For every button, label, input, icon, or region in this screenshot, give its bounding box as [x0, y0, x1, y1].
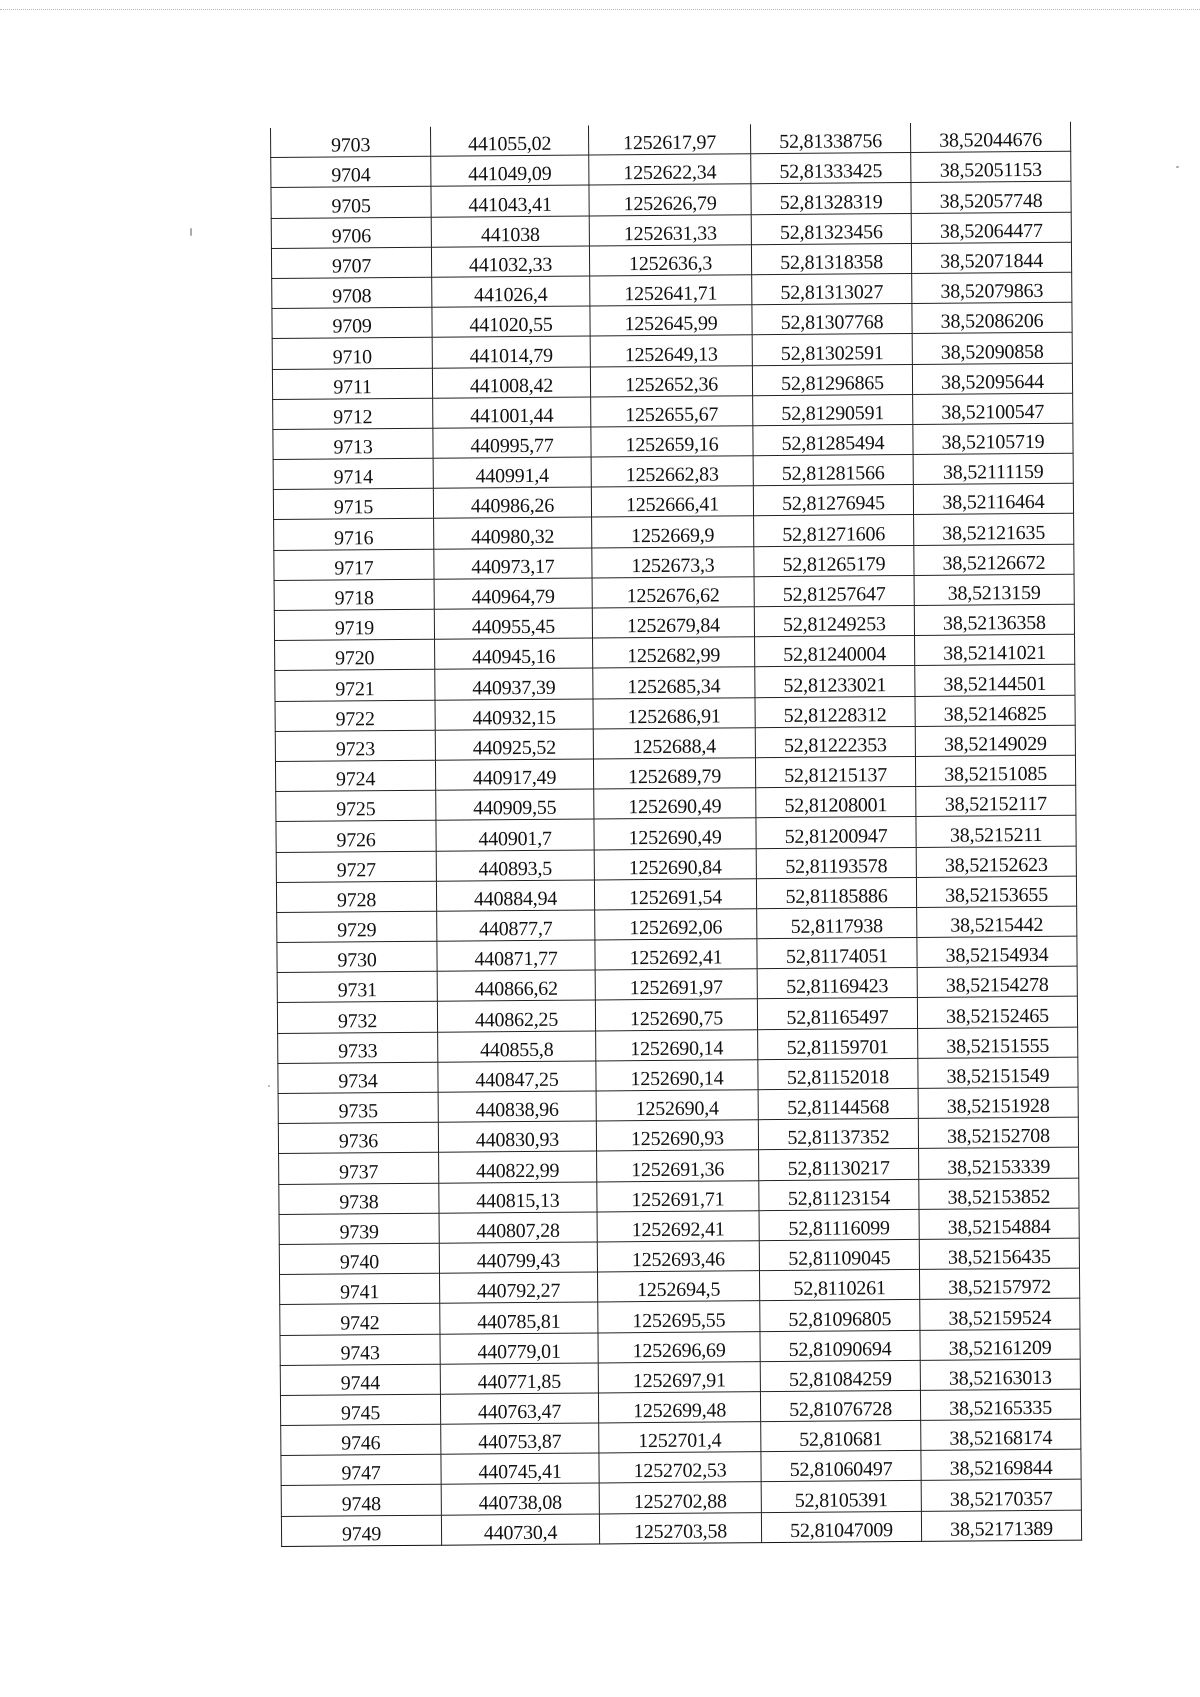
y-coordinate-cell: 1252690,14 — [596, 1029, 758, 1060]
y-coordinate-cell: 1252682,99 — [593, 637, 755, 668]
latitude-cell: 52,81290591 — [753, 394, 913, 425]
point-number-cell: 9736 — [278, 1122, 438, 1153]
latitude-cell: 52,81313027 — [752, 273, 912, 304]
longitude-cell: 38,52044676 — [910, 122, 1070, 153]
longitude-cell: 38,52159524 — [920, 1298, 1080, 1329]
latitude-cell: 52,81240004 — [755, 636, 915, 667]
x-coordinate-cell: 440925,52 — [435, 729, 593, 760]
x-coordinate-cell: 440822,99 — [439, 1151, 597, 1182]
latitude-cell: 52,81116099 — [759, 1209, 919, 1240]
x-coordinate-cell: 440909,55 — [436, 789, 594, 820]
point-number-cell: 9748 — [281, 1485, 441, 1516]
longitude-cell: 38,52152465 — [917, 997, 1077, 1028]
y-coordinate-cell: 1252692,41 — [595, 939, 757, 970]
point-number-cell: 9721 — [275, 670, 435, 701]
latitude-cell: 52,81333425 — [751, 153, 911, 184]
longitude-cell: 38,52154884 — [919, 1208, 1079, 1239]
longitude-cell: 38,52151928 — [918, 1087, 1078, 1118]
y-coordinate-cell: 1252641,71 — [590, 275, 752, 306]
longitude-cell: 38,5213159 — [914, 574, 1074, 605]
y-coordinate-cell: 1252659,16 — [591, 426, 753, 457]
latitude-cell: 52,81249253 — [754, 605, 914, 636]
y-coordinate-cell: 1252617,97 — [588, 124, 750, 155]
point-number-cell: 9745 — [280, 1394, 440, 1425]
x-coordinate-cell: 440799,43 — [439, 1242, 597, 1273]
coordinates-sheet — [270, 122, 1081, 1547]
point-number-cell: 9713 — [273, 428, 433, 459]
point-number-cell: 9722 — [275, 700, 435, 731]
y-coordinate-cell: 1252679,84 — [592, 607, 754, 638]
y-coordinate-cell: 1252622,34 — [589, 154, 751, 185]
longitude-cell: 38,52121635 — [914, 514, 1074, 545]
x-coordinate-cell: 440877,7 — [437, 910, 595, 941]
point-number-cell: 9743 — [280, 1334, 440, 1365]
longitude-cell: 38,52170357 — [921, 1480, 1081, 1511]
point-number-cell: 9709 — [272, 307, 432, 338]
x-coordinate-cell: 440932,15 — [435, 699, 593, 730]
point-number-cell: 9703 — [270, 127, 430, 158]
y-coordinate-cell: 1252690,49 — [594, 818, 756, 849]
x-coordinate-cell: 440738,08 — [441, 1483, 599, 1514]
x-coordinate-cell: 440730,4 — [441, 1514, 599, 1545]
point-number-cell: 9712 — [273, 398, 433, 429]
x-coordinate-cell: 440917,49 — [435, 759, 593, 790]
point-number-cell: 9732 — [277, 1002, 437, 1033]
longitude-cell: 38,52154934 — [917, 936, 1077, 967]
longitude-cell: 38,52051153 — [911, 151, 1071, 182]
x-coordinate-cell: 440847,25 — [438, 1061, 596, 1092]
longitude-cell: 38,52157972 — [919, 1268, 1079, 1299]
longitude-cell: 38,52151549 — [918, 1057, 1078, 1088]
table-row — [281, 1510, 1081, 1546]
latitude-cell: 52,81323456 — [751, 213, 911, 244]
point-number-cell: 9727 — [276, 851, 436, 882]
x-coordinate-cell: 441032,33 — [431, 246, 589, 277]
y-coordinate-cell: 1252697,91 — [598, 1361, 760, 1392]
latitude-cell: 52,81265179 — [754, 545, 914, 576]
y-coordinate-cell: 1252690,4 — [596, 1090, 758, 1121]
y-coordinate-cell: 1252691,71 — [597, 1180, 759, 1211]
latitude-cell: 52,81144568 — [758, 1088, 918, 1119]
latitude-cell: 52,8105391 — [761, 1481, 921, 1512]
latitude-cell: 52,81130217 — [759, 1149, 919, 1180]
x-coordinate-cell: 440838,96 — [438, 1091, 596, 1122]
y-coordinate-cell: 1252686,91 — [593, 697, 755, 728]
point-number-cell: 9734 — [278, 1062, 438, 1093]
point-number-cell: 9735 — [278, 1092, 438, 1123]
coordinates-table — [270, 122, 1082, 1547]
latitude-cell: 52,81208001 — [756, 787, 916, 818]
x-coordinate-cell: 440763,47 — [440, 1393, 598, 1424]
x-coordinate-cell: 440792,27 — [440, 1272, 598, 1303]
y-coordinate-cell: 1252626,79 — [589, 184, 751, 215]
point-number-cell: 9714 — [273, 458, 433, 489]
latitude-cell: 52,81302591 — [752, 334, 912, 365]
y-coordinate-cell: 1252695,55 — [598, 1301, 760, 1332]
scan-speck — [1176, 166, 1179, 168]
y-coordinate-cell: 1252694,5 — [597, 1271, 759, 1302]
longitude-cell: 38,52152117 — [916, 785, 1076, 816]
point-number-cell: 9723 — [275, 730, 435, 761]
y-coordinate-cell: 1252690,84 — [594, 848, 756, 879]
x-coordinate-cell: 440986,26 — [433, 487, 591, 518]
latitude-cell: 52,81174051 — [757, 938, 917, 969]
point-number-cell: 9716 — [274, 519, 434, 550]
y-coordinate-cell: 1252692,41 — [597, 1210, 759, 1241]
y-coordinate-cell: 1252649,13 — [590, 335, 752, 366]
longitude-cell: 38,5215442 — [917, 906, 1077, 937]
latitude-cell: 52,81193578 — [756, 847, 916, 878]
longitude-cell: 38,52116464 — [913, 483, 1073, 514]
x-coordinate-cell: 441001,44 — [433, 397, 591, 428]
y-coordinate-cell: 1252690,75 — [595, 999, 757, 1030]
longitude-cell: 38,52079863 — [912, 272, 1072, 303]
x-coordinate-cell: 441020,55 — [432, 306, 590, 337]
y-coordinate-cell: 1252652,36 — [590, 365, 752, 396]
longitude-cell: 38,52095644 — [912, 363, 1072, 394]
point-number-cell: 9707 — [271, 247, 431, 278]
longitude-cell: 38,52153655 — [916, 876, 1076, 907]
point-number-cell: 9733 — [278, 1032, 438, 1063]
latitude-cell: 52,8110261 — [759, 1270, 919, 1301]
point-number-cell: 9710 — [272, 338, 432, 369]
latitude-cell: 52,81123154 — [759, 1179, 919, 1210]
coordinates-table-body — [270, 122, 1081, 1547]
latitude-cell: 52,810681 — [761, 1420, 921, 1451]
point-number-cell: 9749 — [281, 1515, 441, 1546]
y-coordinate-cell: 1252690,49 — [594, 788, 756, 819]
y-coordinate-cell: 1252669,9 — [592, 516, 754, 547]
x-coordinate-cell: 440871,77 — [437, 940, 595, 971]
y-coordinate-cell: 1252696,69 — [598, 1331, 760, 1362]
latitude-cell: 52,81257647 — [754, 575, 914, 606]
latitude-cell: 52,81159701 — [758, 1028, 918, 1059]
longitude-cell: 38,52064477 — [911, 212, 1071, 243]
point-number-cell: 9740 — [279, 1243, 439, 1274]
point-number-cell: 9711 — [272, 368, 432, 399]
point-number-cell: 9742 — [280, 1304, 440, 1335]
x-coordinate-cell: 440745,41 — [441, 1453, 599, 1484]
latitude-cell: 52,81084259 — [760, 1360, 920, 1391]
x-coordinate-cell: 440995,77 — [433, 427, 591, 458]
y-coordinate-cell: 1252636,3 — [589, 244, 751, 275]
point-number-cell: 9738 — [279, 1183, 439, 1214]
x-coordinate-cell: 440779,01 — [440, 1332, 598, 1363]
x-coordinate-cell: 440815,13 — [439, 1182, 597, 1213]
latitude-cell: 52,81233021 — [755, 666, 915, 697]
latitude-cell: 52,81276945 — [753, 485, 913, 516]
y-coordinate-cell: 1252689,79 — [593, 758, 755, 789]
point-number-cell: 9739 — [279, 1213, 439, 1244]
point-number-cell: 9715 — [273, 488, 433, 519]
x-coordinate-cell: 440893,5 — [436, 849, 594, 880]
longitude-cell: 38,52126672 — [914, 544, 1074, 575]
longitude-cell: 38,52057748 — [911, 182, 1071, 213]
y-coordinate-cell: 1252631,33 — [589, 214, 751, 245]
point-number-cell: 9724 — [275, 760, 435, 791]
x-coordinate-cell: 440866,62 — [437, 970, 595, 1001]
x-coordinate-cell: 440884,94 — [436, 880, 594, 911]
latitude-cell: 52,81169423 — [757, 968, 917, 999]
y-coordinate-cell: 1252662,83 — [591, 456, 753, 487]
y-coordinate-cell: 1252702,53 — [599, 1452, 761, 1483]
latitude-cell: 52,81109045 — [759, 1239, 919, 1270]
y-coordinate-cell: 1252701,4 — [599, 1422, 761, 1453]
y-coordinate-cell: 1252688,4 — [593, 727, 755, 758]
y-coordinate-cell: 1252690,14 — [596, 1060, 758, 1091]
y-coordinate-cell: 1252692,06 — [595, 909, 757, 940]
x-coordinate-cell: 440955,45 — [434, 608, 592, 639]
longitude-cell: 38,52168174 — [921, 1419, 1081, 1450]
longitude-cell: 38,52090858 — [912, 333, 1072, 364]
longitude-cell: 38,52153852 — [919, 1178, 1079, 1209]
scan-top-edge — [0, 9, 1200, 10]
x-coordinate-cell: 441043,41 — [431, 185, 589, 216]
longitude-cell: 38,52169844 — [921, 1449, 1081, 1480]
point-number-cell: 9730 — [277, 941, 437, 972]
point-number-cell: 9737 — [279, 1153, 439, 1184]
point-number-cell: 9717 — [274, 549, 434, 580]
latitude-cell: 52,81338756 — [750, 123, 910, 154]
y-coordinate-cell: 1252691,54 — [594, 878, 756, 909]
longitude-cell: 38,52151085 — [915, 755, 1075, 786]
point-number-cell: 9731 — [277, 971, 437, 1002]
y-coordinate-cell: 1252693,46 — [597, 1241, 759, 1272]
y-coordinate-cell: 1252685,34 — [593, 667, 755, 698]
y-coordinate-cell: 1252703,58 — [599, 1512, 761, 1543]
x-coordinate-cell: 441014,79 — [432, 336, 590, 367]
y-coordinate-cell: 1252676,62 — [592, 577, 754, 608]
y-coordinate-cell: 1252699,48 — [598, 1392, 760, 1423]
latitude-cell: 52,81165497 — [757, 998, 917, 1029]
y-coordinate-cell: 1252666,41 — [591, 486, 753, 517]
point-number-cell: 9719 — [274, 609, 434, 640]
point-number-cell: 9705 — [271, 187, 431, 218]
y-coordinate-cell: 1252690,93 — [596, 1120, 758, 1151]
latitude-cell: 52,81222353 — [755, 726, 915, 757]
longitude-cell: 38,52071844 — [911, 242, 1071, 273]
latitude-cell: 52,81281566 — [753, 455, 913, 486]
point-number-cell: 9744 — [280, 1364, 440, 1395]
latitude-cell: 52,81296865 — [752, 364, 912, 395]
latitude-cell: 52,81047009 — [761, 1511, 921, 1542]
latitude-cell: 52,81307768 — [752, 304, 912, 335]
y-coordinate-cell: 1252702,88 — [599, 1482, 761, 1513]
y-coordinate-cell: 1252673,3 — [592, 546, 754, 577]
latitude-cell: 52,81137352 — [758, 1119, 918, 1150]
x-coordinate-cell: 440830,93 — [438, 1121, 596, 1152]
latitude-cell: 52,81076728 — [760, 1390, 920, 1421]
latitude-cell: 52,81060497 — [761, 1451, 921, 1482]
longitude-cell: 38,52154278 — [917, 966, 1077, 997]
scan-speck — [190, 228, 192, 236]
x-coordinate-cell: 440980,32 — [434, 517, 592, 548]
longitude-cell: 38,52149029 — [915, 725, 1075, 756]
longitude-cell: 38,52165335 — [920, 1389, 1080, 1420]
latitude-cell: 52,81096805 — [760, 1300, 920, 1331]
x-coordinate-cell: 440937,39 — [435, 668, 593, 699]
x-coordinate-cell: 440964,79 — [434, 578, 592, 609]
x-coordinate-cell: 441055,02 — [430, 125, 588, 156]
latitude-cell: 52,81271606 — [754, 515, 914, 546]
x-coordinate-cell: 440785,81 — [440, 1302, 598, 1333]
latitude-cell: 52,81090694 — [760, 1330, 920, 1361]
point-number-cell: 9728 — [276, 881, 436, 912]
y-coordinate-cell: 1252691,97 — [595, 969, 757, 1000]
x-coordinate-cell: 441026,4 — [432, 276, 590, 307]
x-coordinate-cell: 440753,87 — [441, 1423, 599, 1454]
longitude-cell: 38,52161209 — [920, 1329, 1080, 1360]
latitude-cell: 52,81215137 — [755, 756, 915, 787]
longitude-cell: 38,52152708 — [918, 1117, 1078, 1148]
scan-speck — [268, 1085, 270, 1087]
longitude-cell: 38,52144501 — [915, 665, 1075, 696]
x-coordinate-cell: 440771,85 — [440, 1363, 598, 1394]
x-coordinate-cell: 440862,25 — [437, 1000, 595, 1031]
y-coordinate-cell: 1252645,99 — [590, 305, 752, 336]
longitude-cell: 38,52146825 — [915, 695, 1075, 726]
x-coordinate-cell: 440901,7 — [436, 819, 594, 850]
longitude-cell: 38,52111159 — [913, 453, 1073, 484]
latitude-cell: 52,81200947 — [756, 817, 916, 848]
longitude-cell: 38,52156435 — [919, 1238, 1079, 1269]
latitude-cell: 52,81318358 — [751, 243, 911, 274]
longitude-cell: 38,52152623 — [916, 846, 1076, 877]
y-coordinate-cell: 1252691,36 — [597, 1150, 759, 1181]
longitude-cell: 38,52171389 — [921, 1510, 1081, 1541]
point-number-cell: 9725 — [276, 790, 436, 821]
point-number-cell: 9720 — [275, 639, 435, 670]
x-coordinate-cell: 440973,17 — [434, 548, 592, 579]
latitude-cell: 52,81228312 — [755, 696, 915, 727]
longitude-cell: 38,52086206 — [912, 302, 1072, 333]
point-number-cell: 9708 — [272, 277, 432, 308]
point-number-cell: 9747 — [281, 1454, 441, 1485]
x-coordinate-cell: 441008,42 — [432, 366, 590, 397]
x-coordinate-cell: 440991,4 — [433, 457, 591, 488]
point-number-cell: 9741 — [280, 1273, 440, 1304]
x-coordinate-cell: 441038 — [431, 216, 589, 247]
longitude-cell: 38,52136358 — [914, 604, 1074, 635]
point-number-cell: 9704 — [271, 156, 431, 187]
point-number-cell: 9718 — [274, 579, 434, 610]
latitude-cell: 52,81328319 — [751, 183, 911, 214]
latitude-cell: 52,81185886 — [756, 877, 916, 908]
longitude-cell: 38,5215211 — [916, 816, 1076, 847]
latitude-cell: 52,81152018 — [758, 1058, 918, 1089]
point-number-cell: 9746 — [281, 1424, 441, 1455]
x-coordinate-cell: 440945,16 — [435, 638, 593, 669]
y-coordinate-cell: 1252655,67 — [591, 395, 753, 426]
longitude-cell: 38,52151555 — [918, 1027, 1078, 1058]
longitude-cell: 38,52141021 — [915, 634, 1075, 665]
longitude-cell: 38,52100547 — [913, 393, 1073, 424]
longitude-cell: 38,52105719 — [913, 423, 1073, 454]
latitude-cell: 52,8117938 — [757, 907, 917, 938]
point-number-cell: 9726 — [276, 821, 436, 852]
point-number-cell: 9729 — [277, 911, 437, 942]
point-number-cell: 9706 — [271, 217, 431, 248]
longitude-cell: 38,52163013 — [920, 1359, 1080, 1390]
x-coordinate-cell: 441049,09 — [431, 155, 589, 186]
x-coordinate-cell: 440807,28 — [439, 1212, 597, 1243]
longitude-cell: 38,52153339 — [919, 1148, 1079, 1179]
x-coordinate-cell: 440855,8 — [438, 1031, 596, 1062]
latitude-cell: 52,81285494 — [753, 424, 913, 455]
